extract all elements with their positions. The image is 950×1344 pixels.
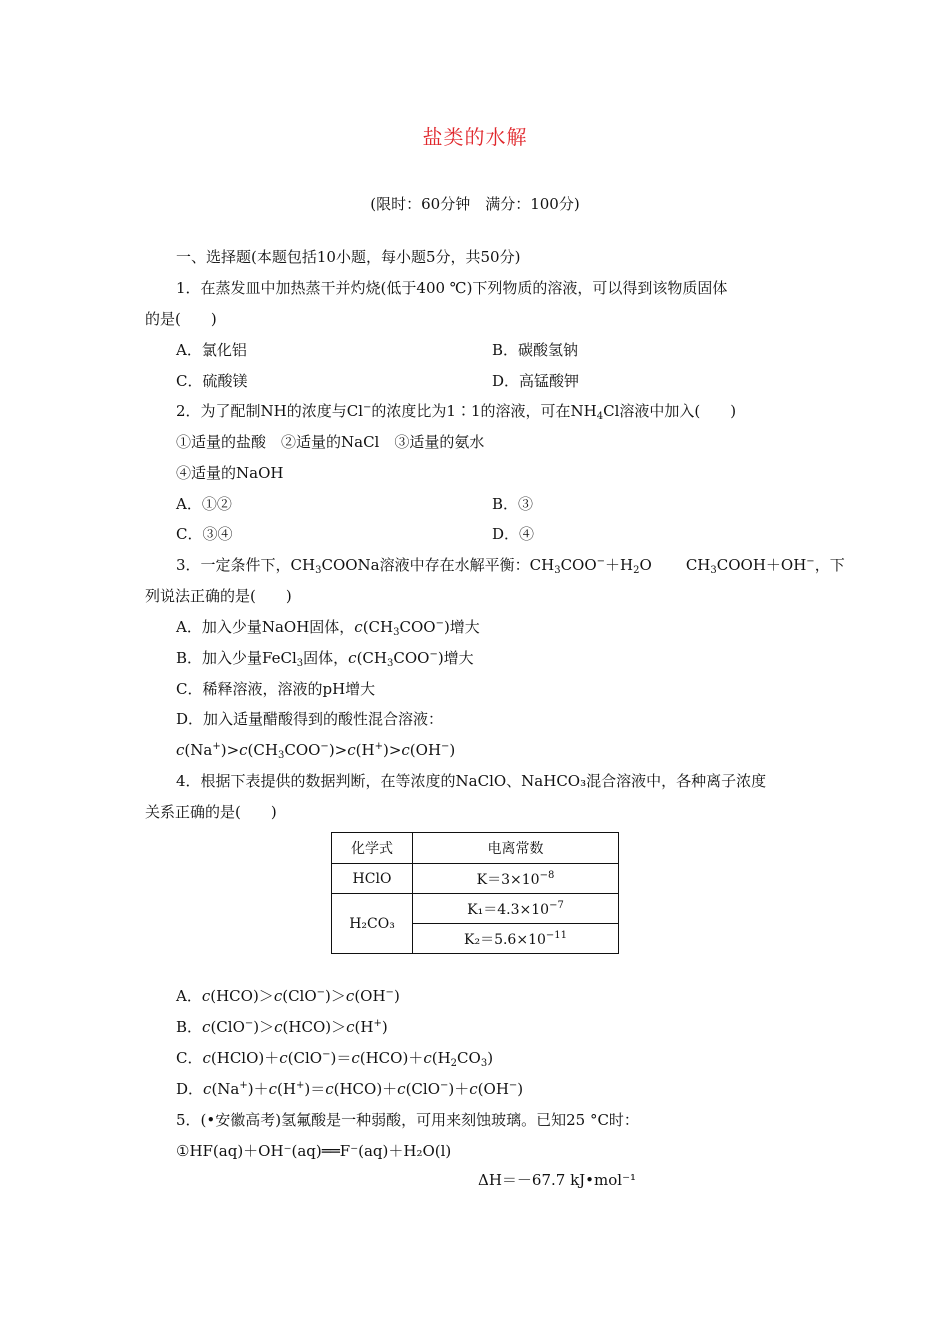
table-header-formula: 化学式 xyxy=(332,833,413,864)
q1-option-d: D．高锰酸钾 xyxy=(492,372,580,390)
q2-choices-line1: ①适量的盐酸 ②适量的NaCl ③适量的氨水 xyxy=(176,433,485,451)
time-limit: (限时：60分钟 满分：100分) xyxy=(370,195,580,213)
q2-option-b: B．③ xyxy=(492,495,534,513)
q2-option-a: A．①② xyxy=(176,495,232,513)
q4-option-a: A．c(HCO)＞c(ClO−)＞c(OH−) xyxy=(176,987,400,1005)
table-cell-formula: HClO xyxy=(332,864,413,894)
q3-option-b: B．加入少量FeCl$_3$固体，$c(CH_3COO^-)$增大 xyxy=(176,649,474,669)
q3-stem-line1: 3．一定条件下，$CH_3COONa$溶液中存在水解平衡：$CH_3COO^-+H_2O$ $CH_3COOH+OH^-$，下 xyxy=(176,556,845,576)
q3-option-a: A．加入少量NaOH固体，$c(CH_3COO^-)$增大 xyxy=(176,618,480,638)
table-cell-constant: $K_2=5.6\times 10^{-11}$ xyxy=(413,924,619,954)
q3-option-d-expression: $c(Na^+)>c(CH_3COO^-)>c(H^+)>c(OH^-)$ xyxy=(176,741,456,761)
q2-option-d: D．④ xyxy=(492,525,535,543)
q2-choices-line2: ④适量的NaOH xyxy=(176,464,284,482)
q3-option-d: D．加入适量醋酸得到的酸性混合溶液： xyxy=(176,710,444,728)
q4-stem-line2: 关系正确的是( ) xyxy=(145,803,277,821)
section-heading: 一、选择题(本题包括10小题，每小题5分，共50分) xyxy=(176,248,521,266)
q5-stem: 5．(•安徽高考)氢氟酸是一种弱酸，可用来刻蚀玻璃。已知25 °C时： xyxy=(176,1111,639,1129)
q1-option-a: A．氯化铝 xyxy=(176,341,247,359)
page-title: 盐类的水解 xyxy=(422,125,528,149)
table-header-row xyxy=(332,833,619,864)
ionization-constants-table xyxy=(331,832,619,954)
q2-stem: 2．为了配制NH的浓度与Cl−的浓度比为1∶1的溶液，可在$NH_4Cl$溶液中加入( ) xyxy=(176,402,737,422)
q1-option-b: B．碳酸氢钠 xyxy=(492,341,579,359)
table-cell-constant: $K_1=4.3\times 10^{-7}$ xyxy=(413,894,619,924)
table-cell-formula: H₂CO₃ xyxy=(332,894,413,954)
table-cell-constant: $K=3\times 10^{-8}$ xyxy=(413,864,619,894)
q1-stem-line1: 1．在蒸发皿中加热蒸干并灼烧(低于400 ℃)下列物质的溶液，可以得到该物质固体 xyxy=(176,279,728,297)
q1-option-c: C．硫酸镁 xyxy=(176,372,248,390)
q4-stem-line1: 4．根据下表提供的数据判断，在等浓度的NaClO、NaHCO₃混合溶液中，各种离子浓度 xyxy=(176,772,767,790)
q2-option-c: C．③④ xyxy=(176,525,233,543)
q4-option-b: B．c(ClO−)＞c(HCO)＞c(H+) xyxy=(176,1018,388,1036)
q3-stem-line2: 列说法正确的是( ) xyxy=(145,587,292,605)
table-header-constant: 电离常数 xyxy=(413,833,619,864)
q5-enthalpy: ΔH＝－67.7 kJ•mol⁻¹ xyxy=(478,1171,637,1189)
q5-equation-1: ①HF(aq)＋OH⁻(aq)══F⁻(aq)＋H₂O(l) xyxy=(176,1142,452,1160)
q3-option-c: C．稀释溶液，溶液的pH增大 xyxy=(176,680,376,698)
q4-option-d: D．c(Na+)＋c(H+)＝c(HCO)＋c(ClO−)＋c(OH−) xyxy=(176,1080,524,1098)
table-row xyxy=(332,864,619,894)
table-row xyxy=(332,894,619,924)
q1-stem-line2: 的是( ) xyxy=(145,310,217,328)
q4-option-c: C．$c(HClO)+c(ClO^-)=c(HCO)+c(H_2CO_3)$ xyxy=(176,1049,494,1069)
